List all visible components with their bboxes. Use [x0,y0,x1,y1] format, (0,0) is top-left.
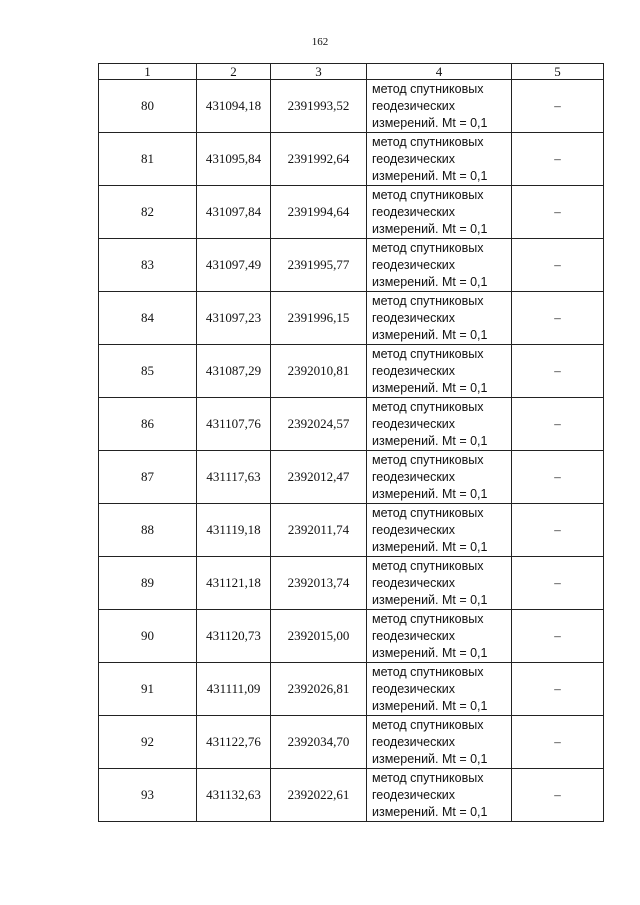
method-text-line: метод спутниковых [372,611,484,626]
method-text-line: измерений. Mt = 0,1 [372,274,488,289]
y-coordinate-cell: 2392011,74 [271,504,367,557]
note-cell: – [512,769,604,822]
y-coordinate-cell: 2391996,15 [271,292,367,345]
note-cell: – [512,345,604,398]
table-row [99,451,604,504]
method-cell [367,186,512,239]
y-coordinate-cell: 2392013,74 [271,557,367,610]
method-text-line: метод спутниковых [372,558,484,573]
point-number-cell: 83 [99,239,197,292]
point-number-cell: 92 [99,716,197,769]
method-cell [367,451,512,504]
table-row [99,80,604,133]
method-text-line: геодезических [372,257,456,272]
method-text-line: геодезических [372,628,456,643]
page-number: 162 [311,36,329,48]
x-coordinate-cell: 431097,23 [197,292,271,345]
method-cell [367,557,512,610]
point-number-cell: 85 [99,345,197,398]
x-coordinate-cell: 431121,18 [197,557,271,610]
method-text-line: геодезических [372,98,456,113]
x-coordinate-cell: 431119,18 [197,504,271,557]
note-cell: – [512,292,604,345]
method-text-line: геодезических [372,310,456,325]
note-cell: – [512,451,604,504]
method-text-line: метод спутниковых [372,717,484,732]
point-number-cell: 91 [99,663,197,716]
point-number-cell: 93 [99,769,197,822]
method-cell [367,663,512,716]
method-text-line: метод спутниковых [372,452,484,467]
method-text-line: метод спутниковых [372,346,484,361]
point-number-cell: 81 [99,133,197,186]
method-cell [367,80,512,133]
method-cell [367,398,512,451]
note-cell: – [512,80,604,133]
note-cell: – [512,663,604,716]
method-cell [367,769,512,822]
x-coordinate-cell: 431097,49 [197,239,271,292]
note-cell: – [512,186,604,239]
y-coordinate-cell: 2391993,52 [271,80,367,133]
point-number-cell: 82 [99,186,197,239]
point-number-cell: 80 [99,80,197,133]
point-number-cell: 86 [99,398,197,451]
method-text-line: измерений. Mt = 0,1 [372,486,488,501]
method-text-line: метод спутниковых [372,134,484,149]
method-text-line: геодезических [372,575,456,590]
note-cell: – [512,133,604,186]
column-header-4: 4 [367,64,512,80]
method-text-line: измерений. Mt = 0,1 [372,380,488,395]
table-row [99,239,604,292]
coordinates-table [98,63,604,822]
y-coordinate-cell: 2392010,81 [271,345,367,398]
y-coordinate-cell: 2392022,61 [271,769,367,822]
method-text-line: геодезических [372,734,456,749]
note-cell: – [512,504,604,557]
method-text-line: геодезических [372,416,456,431]
method-cell [367,504,512,557]
x-coordinate-cell: 431117,63 [197,451,271,504]
x-coordinate-cell: 431095,84 [197,133,271,186]
table-body [99,80,604,822]
point-number-cell: 84 [99,292,197,345]
note-cell: – [512,398,604,451]
method-text-line: метод спутниковых [372,399,484,414]
method-text-line: геодезических [372,522,456,537]
table-row [99,716,604,769]
x-coordinate-cell: 431111,09 [197,663,271,716]
column-header-2: 2 [197,64,271,80]
method-text-line: метод спутниковых [372,240,484,255]
method-text-line: метод спутниковых [372,664,484,679]
method-text-line: измерений. Mt = 0,1 [372,751,488,766]
method-text-line: геодезических [372,363,456,378]
table-row [99,610,604,663]
method-cell [367,345,512,398]
x-coordinate-cell: 431122,76 [197,716,271,769]
note-cell: – [512,610,604,663]
method-cell [367,610,512,663]
point-number-cell: 90 [99,610,197,663]
header-row [99,64,604,80]
method-text-line: метод спутниковых [372,187,484,202]
y-coordinate-cell: 2392034,70 [271,716,367,769]
table-row [99,292,604,345]
x-coordinate-cell: 431132,63 [197,769,271,822]
method-text-line: измерений. Mt = 0,1 [372,168,488,183]
y-coordinate-cell: 2391994,64 [271,186,367,239]
x-coordinate-cell: 431094,18 [197,80,271,133]
y-coordinate-cell: 2391992,64 [271,133,367,186]
point-number-cell: 89 [99,557,197,610]
x-coordinate-cell: 431107,76 [197,398,271,451]
method-text-line: геодезических [372,787,456,802]
method-text-line: измерений. Mt = 0,1 [372,433,488,448]
method-text-line: измерений. Mt = 0,1 [372,698,488,713]
method-text-line: измерений. Mt = 0,1 [372,115,488,130]
method-text-line: метод спутниковых [372,293,484,308]
method-text-line: измерений. Mt = 0,1 [372,539,488,554]
method-text-line: измерений. Mt = 0,1 [372,327,488,342]
method-text-line: метод спутниковых [372,770,484,785]
method-cell [367,716,512,769]
x-coordinate-cell: 431097,84 [197,186,271,239]
y-coordinate-cell: 2392012,47 [271,451,367,504]
note-cell: – [512,557,604,610]
y-coordinate-cell: 2392015,00 [271,610,367,663]
point-number-cell: 87 [99,451,197,504]
method-text-line: геодезических [372,681,456,696]
x-coordinate-cell: 431120,73 [197,610,271,663]
note-cell: – [512,716,604,769]
method-text-line: геодезических [372,151,456,166]
method-text-line: измерений. Mt = 0,1 [372,592,488,607]
column-header-3: 3 [271,64,367,80]
table-row [99,133,604,186]
column-header-5: 5 [512,64,604,80]
y-coordinate-cell: 2392026,81 [271,663,367,716]
method-cell [367,239,512,292]
table-header [99,64,604,80]
table-row [99,557,604,610]
table-row [99,504,604,557]
note-cell: – [512,239,604,292]
method-text-line: измерений. Mt = 0,1 [372,645,488,660]
table-row [99,398,604,451]
table-row [99,663,604,716]
y-coordinate-cell: 2391995,77 [271,239,367,292]
y-coordinate-cell: 2392024,57 [271,398,367,451]
table-row [99,186,604,239]
table-row [99,345,604,398]
method-cell [367,133,512,186]
method-text-line: геодезических [372,469,456,484]
method-cell [367,292,512,345]
point-number-cell: 88 [99,504,197,557]
method-text-line: метод спутниковых [372,505,484,520]
method-text-line: измерений. Mt = 0,1 [372,221,488,236]
x-coordinate-cell: 431087,29 [197,345,271,398]
method-text-line: измерений. Mt = 0,1 [372,804,488,819]
column-header-1: 1 [99,64,197,80]
method-text-line: метод спутниковых [372,81,484,96]
method-text-line: геодезических [372,204,456,219]
table-row [99,769,604,822]
